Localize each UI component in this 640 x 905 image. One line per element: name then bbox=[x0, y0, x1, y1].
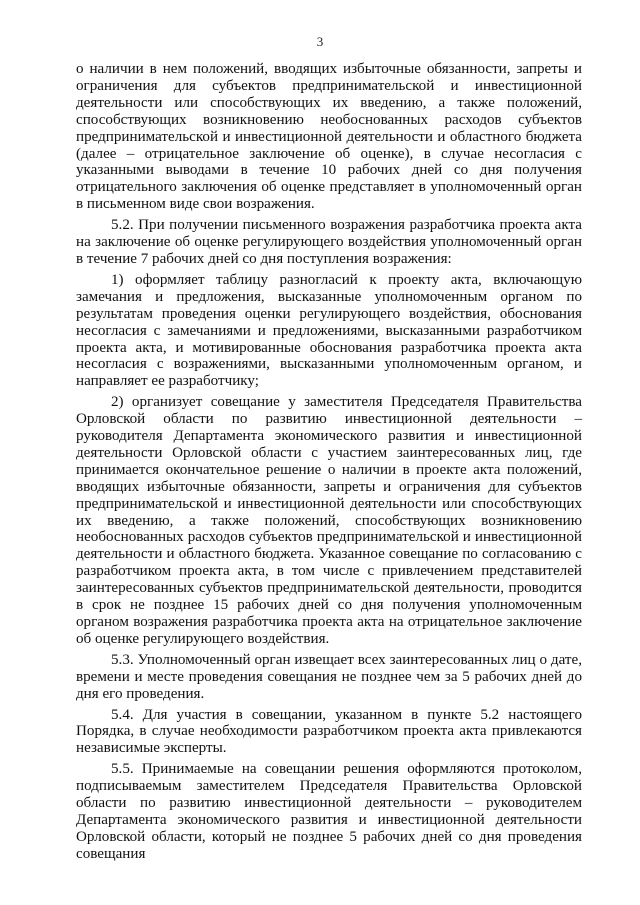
paragraph-continuation: о наличии в нем положений, вводящих избыточные обязанности, запреты и ограничения для субъектов предпринимательской и инвестиционной деятельности или способствующих их введению, а также положений, способствующих возникновению необоснованных расходов субъектов предпринимательской и инвестиционной деятельности и областного бюджета (далее – отрицательное заключение об оценке), в случае несогласия с указанными выводами в течение 10 рабочих дней со дня получения отрицательного заключения об оценке представляет в уполномоченный орган в письменном виде свои возражения. bbox=[76, 61, 582, 213]
paragraph-5-2-item-2: 2) организует совещание у заместителя Председателя Правительства Орловской области по развитию инвестиционной деятельности – руководителя Департамента экономического развития и инвестиционной деятельности Орловской области с участием заинтересованных лиц, где принимается окончательное решение о наличии в проекте акта положений, вводящих избыточные обязанности, запреты и ограничения для субъектов предпринимательской и инвестиционной деятельности или способствующих их введению, а также положений, способствующих возникновению необоснованных расходов субъектов предпринимательской и инвестиционной деятельности и областного бюджета. Указанное совещание по согласованию с разработчиком проекта акта, в том числе с привлечением представителей заинтересованных субъектов предпринимательской деятельности, проводится в срок не позднее 15 рабочих дней со дня получения уполномоченным органом возражения разработчика проекта акта на отрицательное заключение об оценке регулирующего воздействия. bbox=[76, 394, 582, 647]
paragraph-5-2-item-1: 1) оформляет таблицу разногласий к проекту акта, включающую замечания и предложения, высказанные уполномоченным органом по результатам проведения оценки регулирующего воздействия, обоснования несогласия с замечаниями и предложениями, высказанными разработчиком проекта акта, и мотивированные обоснования разработчика проекта акта несогласия с возражениями, высказанными уполномоченным органом, и направляет ее разработчику; bbox=[76, 271, 582, 390]
document-body bbox=[76, 61, 582, 867]
paragraph-5-4: 5.4. Для участия в совещании, указанном в пункте 5.2 настоящего Порядка, в случае необходимости разработчиком проекта акта привлекаются независимые эксперты. bbox=[76, 706, 582, 757]
paragraph-5-5: 5.5. Принимаемые на совещании решения оформляются протоколом, подписываемым заместителем Председателя Правительства Орловской области по развитию инвестиционной деятельности – руководителем Департамента экономического развития и инвестиционной деятельности Орловской области, который не позднее 5 рабочих дней со дня проведения совещания bbox=[76, 761, 582, 862]
page-number: 3 bbox=[316, 34, 324, 49]
paragraph-5-2: 5.2. При получении письменного возражения разработчика проекта акта на заключение об оценке регулирующего воздействия уполномоченный орган в течение 7 рабочих дней со дня поступления возражения: bbox=[76, 217, 582, 267]
paragraph-5-3: 5.3. Уполномоченный орган извещает всех заинтересованных лиц о дате, времени и месте проведения совещания не позднее чем за 5 рабочих дней до дня его проведения. bbox=[76, 651, 582, 702]
